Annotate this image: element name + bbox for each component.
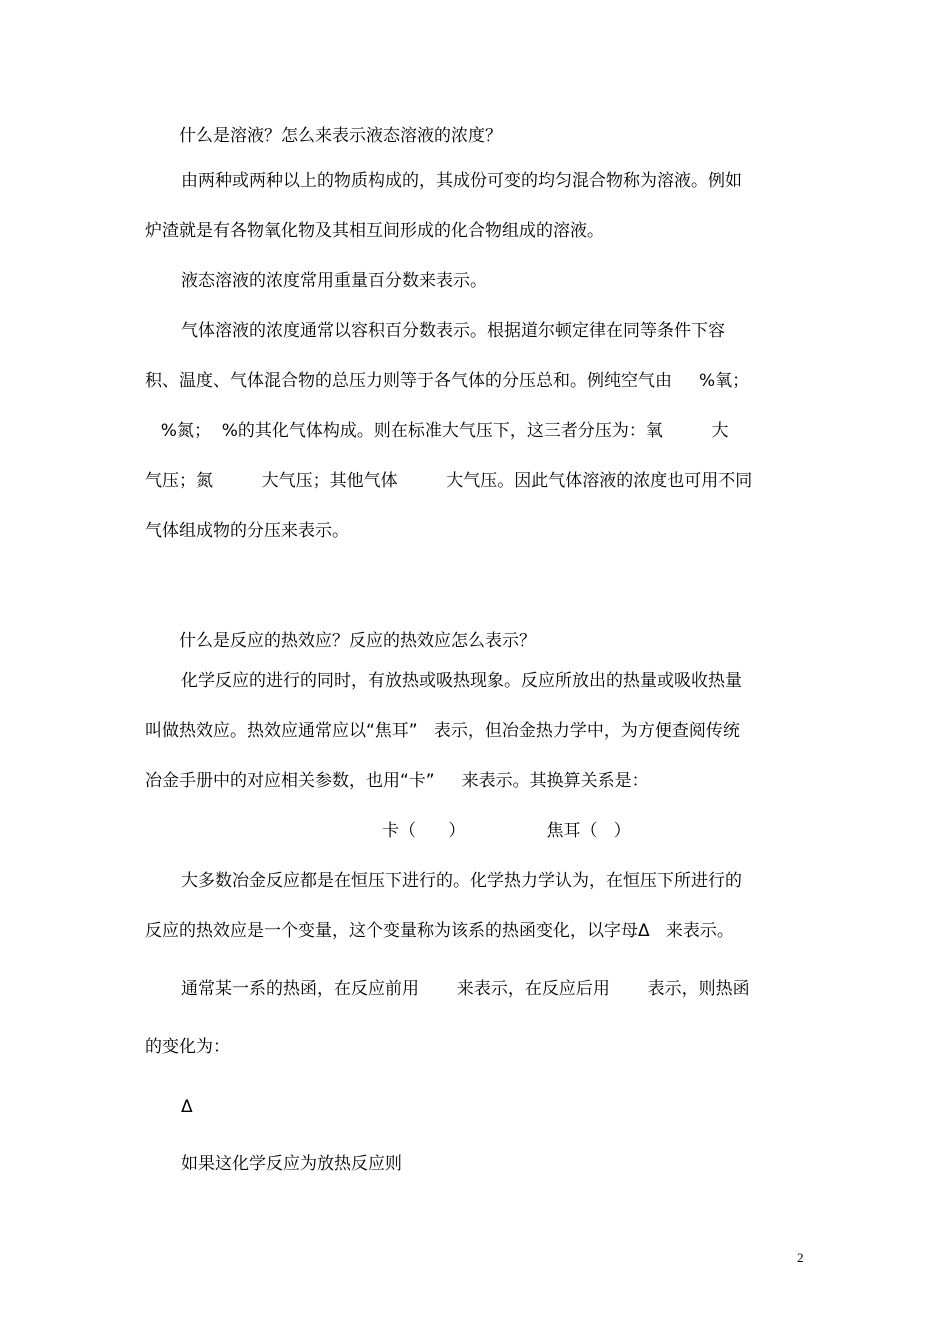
section1-paragraph3-line4: 气压；氮 大气压；其他气体 大气压。因此气体溶液的浓度也可用不同	[145, 471, 753, 491]
section2-conversion-formula: 卡（ ） 焦耳（ ）	[382, 821, 631, 841]
section2-paragraph3-line1: 通常某一系的热函，在反应前用 来表示，在反应后用 表示，则热函	[181, 979, 750, 999]
section2-paragraph1-line3: 冶金手册中的对应相关参数，也用“卡” 来表示。其换算关系是：	[145, 771, 649, 791]
section1-paragraph3-line5: 气体组成物的分压来表示。	[145, 521, 349, 541]
section2-paragraph3-line2: 的变化为：	[145, 1037, 230, 1057]
section1-paragraph2: 液态溶液的浓度常用重量百分数来表示。	[181, 271, 487, 291]
section1-paragraph3-line1: 气体溶液的浓度通常以容积百分数表示。根据道尔顿定律在同等条件下容	[181, 321, 725, 341]
section2-paragraph2-line2: 反应的热效应是一个变量，这个变量称为该系的热函变化，以字母Δ 来表示。	[145, 921, 734, 941]
page-number: 2	[797, 1250, 804, 1265]
section2-paragraph2-line1: 大多数冶金反应都是在恒压下进行的。化学热力学认为，在恒压下所进行的	[181, 871, 742, 891]
section1-paragraph3-line3: %氮； %的其化气体构成。则在标准大气压下，这三者分压为：氧 大	[150, 421, 729, 441]
section1-paragraph3-line2: 积、温度、气体混合物的总压力则等于各气体的分压总和。例纯空气由 %氧；	[145, 371, 750, 391]
section1-paragraph1-line1: 由两种或两种以上的物质构成的，其成份可变的均匀混合物称为溶液。例如	[181, 171, 742, 191]
section2-paragraph4: 如果这化学反应为放热反应则	[181, 1154, 402, 1174]
section2-delta-symbol: Δ	[181, 1097, 193, 1117]
section2-paragraph1-line1: 化学反应的进行的同时，有放热或吸热现象。反应所放出的热量或吸收热量	[181, 671, 742, 691]
section1-paragraph1-line2: 炉渣就是有各物氧化物及其相互间形成的化合物组成的溶液。	[145, 221, 604, 241]
section1-question: 什么是溶液？怎么来表示液态溶液的浓度？	[179, 126, 502, 146]
section2-question: 什么是反应的热效应？反应的热效应怎么表示？	[179, 631, 536, 651]
section2-paragraph1-line2: 叫做热效应。热效应通常应以“焦耳” 表示，但冶金热力学中，为方便查阅传统	[145, 721, 740, 741]
